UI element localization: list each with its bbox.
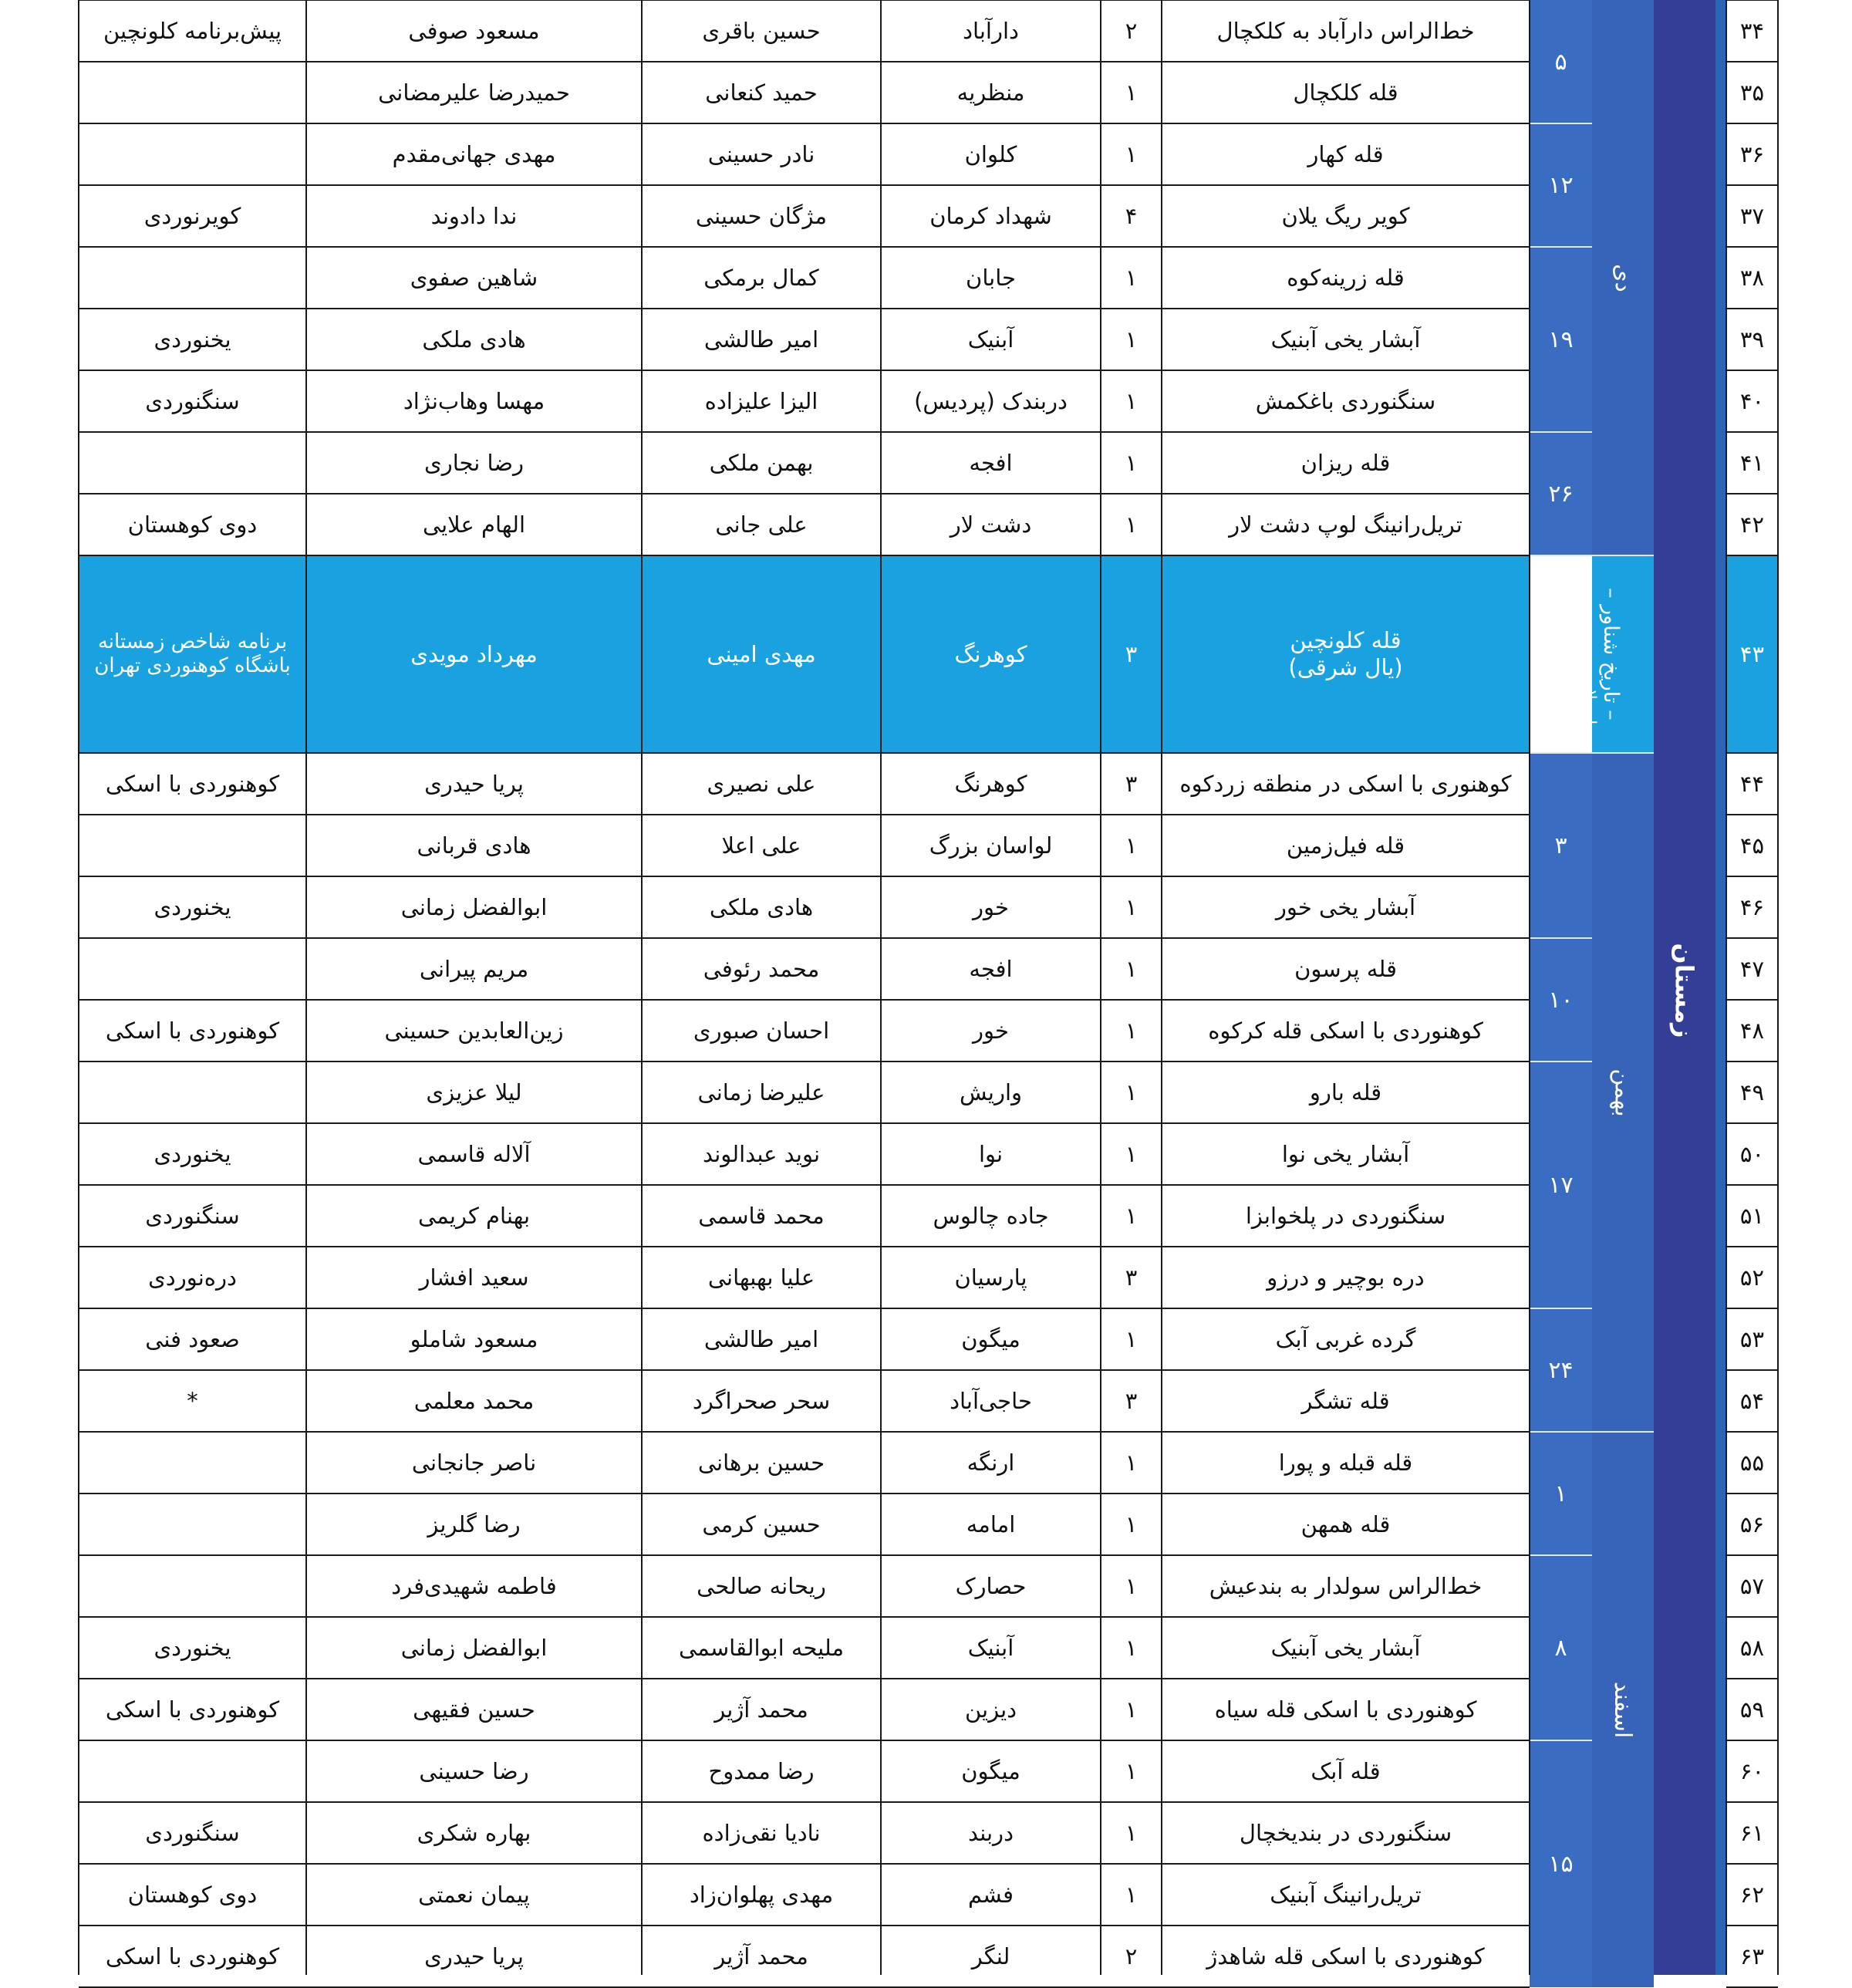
floating-date-line: – تاریخ شناور – [1599, 588, 1624, 721]
program-cell: آبشار یخی آبنیک [1270, 326, 1421, 353]
assistant-cell: مسعود شاملو [410, 1325, 538, 1352]
leader-cell: کمال برمکی [703, 264, 819, 291]
days-cell: ۲ [1125, 1942, 1138, 1969]
assistant-cell: مهرداد مویدی [410, 640, 538, 667]
floating-date-label [1530, 555, 1654, 753]
row-number-cell: ۴۲ [1739, 511, 1765, 538]
floating-date-text [1560, 579, 1624, 730]
program-cell: قله تشگر [1301, 1387, 1390, 1414]
week-label: ۱۲ [1548, 171, 1574, 199]
note-cell: صعود فنی [145, 1325, 240, 1352]
leader-cell: علی اعلا [721, 832, 801, 859]
area-cell: افجه [969, 955, 1013, 982]
program-cell: کوهنوردی با اسکی قله کرکوه [1208, 1017, 1483, 1044]
leader-cell: علی نصیری [707, 770, 816, 797]
note-cell: دوی کوهستان [127, 1881, 258, 1908]
week-label: ۱۵ [1548, 1850, 1574, 1878]
row-number-cell: ۳۸ [1739, 264, 1765, 291]
leader-cell: نادیا نقی‌زاده [702, 1819, 821, 1846]
note-cell [79, 247, 306, 309]
note-cell: سنگنوردی [145, 1202, 240, 1229]
days-cell: ۱ [1125, 1325, 1138, 1352]
program-cell: آبشار یخی آبنیک [1270, 1634, 1421, 1661]
days-cell: ۳ [1125, 1264, 1138, 1291]
days-cell: ۱ [1125, 1017, 1138, 1044]
floating-date-line: با صلاح‌دید سرپرست، [1580, 578, 1600, 731]
note-line: باشگاه کوهنوردی تهران [94, 654, 291, 677]
area-cell: منظریه [956, 79, 1025, 106]
leader-cell: مهدی امینی [707, 640, 816, 667]
row-number-cell: ۴۸ [1739, 1017, 1765, 1044]
days-cell: ۴ [1125, 202, 1138, 229]
week-label: ۱ [1554, 1480, 1567, 1507]
area-cell: شهداد کرمان [929, 202, 1052, 229]
program-cell: قله ریزان [1300, 449, 1391, 476]
assistant-cell: زین‌العابدین حسینی [384, 1017, 564, 1044]
note-cell: کوهنوردی با اسکی [105, 1017, 280, 1044]
area-cell: خور [973, 893, 1009, 920]
program-cell: سنگنوردی در بندیخچال [1239, 1819, 1452, 1846]
program-cell: کویر ریگ یلان [1281, 202, 1410, 229]
row-number-cell: ۶۲ [1739, 1881, 1765, 1908]
program-cell: سنگنوردی در پلخوابزا [1245, 1202, 1446, 1229]
month-label [1592, 0, 1654, 555]
leader-cell: حسین باقری [702, 17, 821, 44]
area-cell: امامه [966, 1510, 1016, 1537]
days-cell: ۱ [1125, 140, 1138, 167]
note-cell: یخنوردی [153, 893, 231, 920]
program-cell: کوهنوردی با اسکی قله شاهدژ [1206, 1942, 1485, 1969]
days-cell: ۱ [1125, 511, 1138, 538]
area-cell: جاده چالوس [933, 1202, 1049, 1229]
month-text: دی [1609, 263, 1637, 292]
number-column-stripe [1715, 0, 1726, 1975]
leader-cell: محمد رئوفی [703, 955, 820, 982]
program-cell: دره بوچیر و درزو [1267, 1264, 1425, 1291]
note-cell [79, 1740, 306, 1802]
area-cell: میگون [961, 1757, 1020, 1784]
program-cell: تریل‌رانینگ آبنیک [1270, 1881, 1422, 1908]
note-line: برنامه شاخص زمستانه [97, 629, 288, 653]
assistant-cell: لیلا عزیزی [426, 1078, 522, 1105]
days-cell: ۱ [1125, 1572, 1138, 1599]
assistant-cell: پریا حیدری [424, 770, 524, 797]
week-label: ۱۷ [1548, 1171, 1574, 1199]
assistant-cell: رضا حسینی [419, 1757, 529, 1784]
area-cell: لواسان بزرگ [929, 832, 1053, 859]
row-number-cell: ۴۵ [1739, 832, 1765, 859]
program-cell: خط‌الراس دارآباد به کلکچال [1216, 17, 1475, 44]
area-cell: کوهرنگ [954, 640, 1027, 667]
row-number-cell: ۴۱ [1739, 449, 1765, 476]
assistant-cell: آلاله قاسمی [417, 1140, 531, 1167]
row-number-cell: ۵۱ [1739, 1202, 1765, 1229]
days-cell: ۱ [1125, 955, 1138, 982]
program-cell: کوهنوری با اسکی در منطقه زردکوه [1179, 770, 1512, 797]
area-cell: واریش [959, 1078, 1023, 1105]
assistant-cell: رضا نجاری [424, 449, 525, 476]
row-number-cell: ۵۴ [1739, 1387, 1765, 1414]
leader-cell: احسان صبوری [693, 1017, 830, 1044]
note-cell [79, 123, 306, 185]
days-cell: ۱ [1125, 1819, 1138, 1846]
leader-cell: نوید عبدالوند [703, 1140, 821, 1167]
row-number-cell: ۳۹ [1739, 326, 1765, 353]
assistant-cell: هادی ملکی [422, 326, 526, 353]
leader-cell: حمید کنعانی [705, 79, 818, 106]
leader-cell: علیرضا زمانی [697, 1078, 825, 1105]
note-cell [79, 1555, 306, 1617]
days-cell: ۳ [1125, 640, 1138, 667]
row-number-cell: ۴۷ [1739, 955, 1765, 982]
season-text: زمستان [1670, 943, 1699, 1038]
area-cell: فشم [967, 1881, 1014, 1908]
row-number-cell: ۳۴ [1739, 17, 1765, 44]
note-cell [79, 555, 306, 753]
leader-cell: محمد آژیر [714, 1942, 808, 1969]
assistant-cell: ندا دادوند [430, 202, 518, 229]
note-cell: یخنوردی [153, 1140, 231, 1167]
note-cell [79, 1062, 306, 1123]
assistant-cell: محمد معلمی [413, 1387, 535, 1414]
note-cell: دره‌نوردی [148, 1264, 237, 1291]
area-cell: کوهرنگ [954, 770, 1027, 797]
leader-cell: ریحانه صالحی [697, 1572, 826, 1599]
assistant-cell: پیمان نعمتی [418, 1881, 530, 1908]
area-cell: جابان [966, 264, 1016, 291]
row-number-cell: ۵۷ [1739, 1572, 1765, 1599]
program-cell: کوهنوردی با اسکی قله سیاه [1214, 1696, 1477, 1723]
area-cell: دربند [968, 1819, 1014, 1846]
days-cell: ۱ [1125, 1140, 1138, 1167]
assistant-cell: رضا گلریز [427, 1510, 521, 1537]
program-cell: قله همهن [1300, 1510, 1391, 1537]
note-cell [79, 432, 306, 494]
assistant-cell: فاطمه شهیدی‌فرد [391, 1572, 557, 1599]
days-cell: ۱ [1125, 893, 1138, 920]
row-number-cell: ۵۸ [1739, 1634, 1765, 1661]
area-cell: دارآباد [963, 17, 1019, 44]
program-cell: سنگنوردی باغکمش [1255, 387, 1436, 414]
assistant-cell: هادی قربانی [417, 832, 531, 859]
days-cell: ۱ [1125, 449, 1138, 476]
week-label: ۲۶ [1548, 480, 1574, 508]
area-cell: دربندک (پردیس) [914, 387, 1068, 414]
assistant-cell: سعید افشار [419, 1264, 529, 1291]
days-cell: ۳ [1125, 1387, 1138, 1414]
week-label: ۱۹ [1548, 326, 1574, 353]
note-cell: یخنوردی [153, 1634, 231, 1661]
area-cell: دشت لار [950, 511, 1032, 538]
leader-cell: محمد آژیر [714, 1696, 808, 1723]
note-cell [79, 1494, 306, 1555]
program-cell: تریل‌رانینگ لوپ دشت لار [1229, 511, 1462, 538]
row-number-cell: ۶۱ [1739, 1819, 1765, 1846]
area-cell: ارنگه [966, 1449, 1015, 1476]
leader-cell: علی جانی [715, 511, 808, 538]
leader-cell: امیر طالشی [703, 1325, 819, 1352]
days-cell: ۳ [1125, 770, 1138, 797]
row-number-cell: ۵۹ [1739, 1696, 1765, 1723]
floating-date-line: مربی و کمیته فنی [1560, 591, 1580, 717]
week-label: ۸ [1554, 1634, 1567, 1662]
row-number-cell: ۴۰ [1739, 387, 1765, 414]
assistant-cell: حسین فقیهی [413, 1696, 535, 1723]
row-number-cell: ۴۹ [1739, 1078, 1765, 1105]
assistant-cell: ابوالفضل زمانی [400, 893, 548, 920]
leader-cell: محمد قاسمی [698, 1202, 825, 1229]
row-number-cell: ۶۰ [1739, 1757, 1765, 1784]
assistant-cell: الهام علایی [422, 511, 526, 538]
week-label: ۱۰ [1548, 986, 1574, 1014]
area-cell: آبنیک [967, 326, 1014, 353]
program-cell: قله قبله و پورا [1278, 1449, 1413, 1476]
row-number-cell: ۵۲ [1739, 1264, 1765, 1291]
leader-cell: رضا ممدوح [708, 1757, 815, 1784]
area-cell: پارسیان [954, 1264, 1027, 1291]
days-cell: ۱ [1125, 1510, 1138, 1537]
program-cell: خط‌الراس سولدار به بندعیش [1209, 1572, 1483, 1599]
month-text: اسفند [1609, 1681, 1637, 1738]
note-cell [79, 1432, 306, 1494]
assistant-cell: پریا حیدری [424, 1942, 524, 1969]
note-cell: کوهنوردی با اسکی [105, 1942, 280, 1969]
row-number-cell: ۳۶ [1739, 140, 1765, 167]
days-cell: ۱ [1125, 1078, 1138, 1105]
days-cell: ۲ [1125, 17, 1138, 44]
note-cell [79, 815, 306, 876]
program-cell: آبشار یخی خور [1275, 893, 1416, 920]
leader-cell: ملیحه ابوالقاسمی [678, 1634, 845, 1661]
days-cell: ۱ [1125, 1696, 1138, 1723]
row-number-cell: ۵۵ [1739, 1449, 1765, 1476]
assistant-cell: مسعود صوفی [408, 17, 540, 44]
row-number-cell: ۵۰ [1739, 1140, 1765, 1167]
row-number-cell: ۳۵ [1739, 79, 1765, 106]
note-cell [79, 938, 306, 1000]
program-line: (یال شرقی) [1288, 654, 1403, 680]
leader-cell: حسین کرمی [702, 1510, 821, 1537]
week-label: ۳ [1554, 832, 1567, 859]
row-number-cell: ۴۴ [1739, 770, 1765, 797]
row-number-cell: ۴۳ [1739, 640, 1765, 667]
program-cell: قله کلکچال [1293, 79, 1398, 106]
assistant-cell: بهنام کریمی [418, 1202, 531, 1229]
row-number-cell: ۵۳ [1739, 1325, 1765, 1352]
note-cell: پیش‌برنامه کلونچین [103, 17, 282, 44]
program-cell: قله فیل‌زمین [1286, 832, 1405, 859]
note-cell: یخنوردی [153, 326, 231, 353]
row-number-cell: ۵۶ [1739, 1510, 1765, 1537]
leader-cell: مژگان حسینی [695, 202, 828, 229]
program-cell [1162, 555, 1530, 753]
assistant-cell: ناصر جانجانی [411, 1449, 537, 1476]
days-cell: ۱ [1125, 832, 1138, 859]
note-cell: کوهنوردی با اسکی [105, 770, 280, 797]
leader-cell: هادی ملکی [709, 893, 814, 920]
note-cell: * [187, 1387, 198, 1414]
program-cell: قله آبک [1311, 1757, 1381, 1784]
area-cell: میگون [961, 1325, 1020, 1352]
note-cell: کویرنوردی [143, 202, 241, 229]
leader-cell: بهمن ملکی [709, 449, 814, 476]
assistant-cell: حمیدرضا علیرمضانی [378, 79, 570, 106]
days-cell: ۱ [1125, 1881, 1138, 1908]
days-cell: ۱ [1125, 387, 1138, 414]
area-cell: حصارک [955, 1572, 1027, 1599]
month-label [1592, 1432, 1654, 1987]
month-label [1592, 753, 1654, 1432]
assistant-cell: مهسا وهاب‌نژاد [403, 387, 545, 414]
area-cell: لنگر [971, 1942, 1010, 1969]
leader-cell: الیزا علیزاده [704, 387, 818, 414]
leader-cell: مهدی پهلوان‌زاد [689, 1881, 834, 1908]
program-cell: قله کهار [1307, 140, 1384, 167]
assistant-cell: شاهین صفوی [410, 264, 538, 291]
row-number-cell: ۳۷ [1739, 202, 1765, 229]
days-cell: ۱ [1125, 1757, 1138, 1784]
week-label: ۲۴ [1548, 1356, 1574, 1384]
days-cell: ۱ [1125, 264, 1138, 291]
row-number-cell: ۴۶ [1739, 893, 1765, 920]
program-cell: قله بارو [1309, 1078, 1382, 1105]
leader-cell: حسین برهانی [697, 1449, 825, 1476]
assistant-cell: بهاره شکری [417, 1819, 531, 1846]
leader-cell: نادر حسینی [707, 140, 815, 167]
program-cell: قله پرسون [1294, 955, 1397, 982]
program-cell: قله زرینه‌کوه [1287, 264, 1405, 291]
days-cell: ۱ [1125, 1634, 1138, 1661]
week-label: ۵ [1554, 48, 1567, 76]
leader-cell: امیر طالشی [703, 326, 819, 353]
season-label [1654, 0, 1715, 1975]
program-cell: آبشار یخی نوا [1281, 1140, 1410, 1167]
area-cell: خور [973, 1017, 1009, 1044]
area-cell: کلوان [964, 140, 1017, 167]
program-line: قله کلونچین [1290, 627, 1402, 654]
month-text: بهمن [1609, 1068, 1637, 1117]
program-cell: گرده غربی آبک [1275, 1325, 1416, 1352]
area-cell: آبنیک [967, 1634, 1014, 1661]
days-cell: ۱ [1125, 79, 1138, 106]
days-cell: ۱ [1125, 1202, 1138, 1229]
days-cell: ۱ [1125, 326, 1138, 353]
area-cell: افجه [969, 449, 1013, 476]
note-cell: سنگنوردی [145, 1819, 240, 1846]
assistant-cell: مهدی جهانی‌مقدم [392, 140, 556, 167]
note-cell: کوهنوردی با اسکی [105, 1696, 280, 1723]
note-cell: سنگنوردی [145, 387, 240, 414]
area-cell: دیزین [964, 1696, 1017, 1723]
assistant-cell: مریم پیرانی [419, 955, 529, 982]
days-cell: ۱ [1125, 1449, 1138, 1476]
assistant-cell: ابوالفضل زمانی [400, 1634, 548, 1661]
row-number-cell: ۶۳ [1739, 1942, 1765, 1969]
note-cell [79, 62, 306, 123]
note-cell: دوی کوهستان [127, 511, 258, 538]
leader-cell: سحر صحراگرد [692, 1387, 831, 1414]
area-cell: حاجی‌آباد [950, 1387, 1032, 1414]
leader-cell: علیا بهبهانی [707, 1264, 815, 1291]
area-cell: نوا [978, 1140, 1004, 1167]
